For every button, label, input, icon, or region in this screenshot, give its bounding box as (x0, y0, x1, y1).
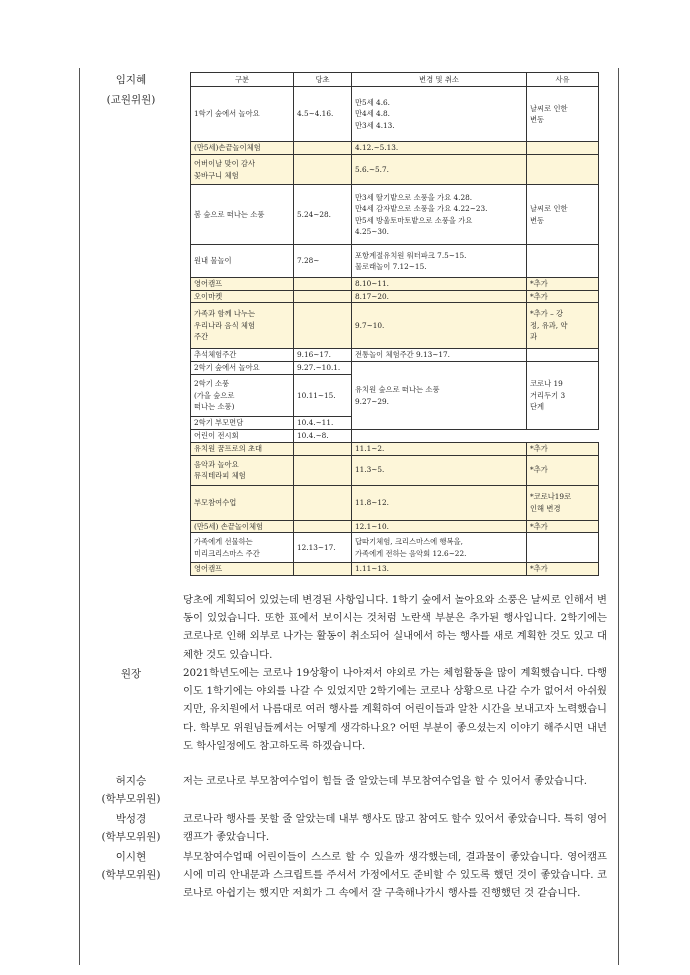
cell-line: 만5세 방울토마토밭으로 소풍을 가요 (355, 215, 473, 225)
cell-line: 5.24~28. (297, 209, 331, 219)
cell-line: 만5세 4.6. (355, 97, 390, 107)
cell-line: 주간 (194, 332, 209, 342)
cell-reason (527, 349, 599, 362)
table-row (191, 245, 599, 278)
principal-note-text: 2021학년도에는 코로나 19상황이 나아져서 야외로 가는 체험활동을 많이 계획했습니다. 다행이도 1학기에는 야외를 나갈 수 있었지만 2학기에는 코로나 상황으로 나갈 수가 없어서 아쉬웠지만, 유치원에서 나름대로 여러 행사를 계획하여 어린이들과 알찬 시간을 보내고자 노력했습니다. 학부모 위원님들께서는 어떻게 생각하나요? 어떤 부분이 좋으셨는지 이야기 해주시면 내년도 학사일정에도 참고하도록 하겠습니다. (183, 667, 607, 752)
cell-change (352, 290, 527, 303)
cell-reason (527, 185, 599, 245)
cell-line: 가족에게 선물하는 (194, 537, 253, 546)
cell-line: 11.3~5. (355, 465, 385, 475)
speaker-name: 허지승 (115, 775, 147, 787)
header-change: 변경 및 취소 (352, 73, 527, 87)
cell-gubun (191, 185, 294, 245)
cell-orig (294, 443, 352, 456)
cell-line: 8.17~20. (355, 291, 389, 301)
table-row (191, 485, 599, 520)
cell-line: 5.6.~5.7. (355, 164, 389, 174)
speaker-role: (학부모위원) (101, 869, 161, 881)
cell-gubun (191, 290, 294, 303)
cell-orig (294, 278, 352, 291)
cell-reason (527, 303, 599, 349)
table-row (191, 349, 599, 362)
speaker-name: 원장 (120, 668, 142, 680)
cell-gubun (191, 349, 294, 362)
cell-reason (527, 155, 599, 185)
cell-line: 추석체험주간 (194, 350, 237, 360)
table-row (191, 455, 599, 485)
cell-reason (527, 443, 599, 456)
table-row (191, 278, 599, 291)
cell-line: 떠나는 소풍) (194, 402, 235, 412)
cell-change (352, 485, 527, 520)
cell-line: 유치원 꿈프로의 초대 (194, 444, 263, 453)
table-row (191, 520, 599, 533)
speaker-name: 박성경 (115, 813, 147, 825)
cell-gubun (191, 303, 294, 349)
cell-line: *추가 (530, 444, 548, 453)
cell-orig (294, 185, 352, 245)
schedule-table (190, 72, 599, 576)
cell-orig (294, 563, 352, 576)
cell-orig (294, 362, 352, 375)
cell-change (352, 349, 527, 362)
cell-line: 11.8~12. (355, 497, 389, 507)
cell-line: 인해 변경 (530, 503, 561, 513)
cell-line: 음악과 놀아요 (194, 459, 239, 469)
cell-line: 과 (530, 332, 538, 342)
cell-line: 10.11~15. (297, 390, 336, 400)
teacher-note (183, 591, 607, 664)
cell-gubun (191, 375, 294, 417)
cell-orig (294, 245, 352, 278)
cell-line: 봄 숲으로 떠나는 소풍 (194, 209, 265, 219)
cell-line: *추가 (530, 291, 548, 301)
cell-line: *코로나19로 (530, 492, 572, 501)
cell-line: 9.27~29. (355, 396, 389, 406)
speaker-parent-1 (79, 772, 183, 808)
cell-gubun (191, 520, 294, 533)
cell-orig (294, 520, 352, 533)
header-reason: 사유 (527, 73, 599, 87)
cell-line: 10.4.~11. (297, 418, 334, 428)
cell-line: 2학기 부모면담 (194, 418, 244, 428)
cell-line: 거리두기 3 (530, 390, 566, 400)
cell-reason (527, 485, 599, 520)
parent-comment-1 (183, 772, 607, 790)
cell-reason (527, 87, 599, 142)
cell-line: 4.25~30. (355, 227, 389, 236)
parent-comment-text: 코로나라 행사를 못할 줄 알았는데 내부 행사도 많고 참여도 할수 있어서 좋았습니다. 특히 영어캠프가 좋았습니다. (183, 813, 607, 844)
cell-change (352, 520, 527, 533)
cell-line: 10.4.~8. (297, 431, 329, 441)
table-row (191, 430, 599, 443)
cell-line: 8.10~11. (355, 279, 389, 288)
cell-orig (294, 303, 352, 349)
cell-gubun (191, 417, 294, 430)
cell-change (352, 455, 527, 485)
cell-gubun (191, 142, 294, 155)
cell-change (352, 278, 527, 291)
cell-line: 우리나라 음식 체험 (194, 320, 256, 330)
parent-comment-text: 저는 코로나로 부모참여수업이 힘들 줄 알았는데 부모참여수업을 할 수 있어서 좋았습니다. (183, 775, 588, 787)
cell-orig (294, 417, 352, 430)
cell-change (352, 362, 527, 430)
cell-line: 오이마켓 (194, 291, 223, 301)
speaker-role: (학부모위원) (101, 793, 161, 805)
cell-gubun (191, 485, 294, 520)
cell-line: 전통놀이 체험주간 9.13~17. (355, 350, 450, 360)
speaker-parent-2 (79, 810, 183, 846)
cell-line: 변동 (530, 115, 545, 124)
cell-line: 만3세 4.13. (355, 120, 395, 130)
cell-orig (294, 155, 352, 185)
cell-change (352, 443, 527, 456)
cell-orig (294, 455, 352, 485)
table-row (191, 563, 599, 576)
cell-gubun (191, 278, 294, 291)
table-row (191, 362, 599, 375)
header-orig: 당초 (294, 73, 352, 87)
cell-orig (294, 142, 352, 155)
cell-line: *추가 (530, 279, 548, 288)
cell-line: 뮤직테라피 체험 (194, 471, 246, 480)
cell-line: (가을 숲으로 (194, 390, 235, 400)
cell-change (352, 563, 527, 576)
cell-line: *추가 (530, 564, 548, 573)
table-row (191, 142, 599, 155)
cell-line: *추가 (530, 465, 548, 475)
parent-comment-2 (183, 810, 607, 846)
cell-reason (527, 278, 599, 291)
cell-line: 9.27.~10.1. (297, 363, 341, 373)
cell-line: 1학기 숲에서 놀아요 (194, 109, 260, 119)
cell-line: 포항계절유치원 워터파크 7.5~15. (355, 250, 467, 260)
speaker-role: (학부모위원) (101, 831, 161, 843)
cell-reason (527, 563, 599, 576)
cell-line: 2학기 소풍 (194, 379, 230, 389)
cell-orig (294, 87, 352, 142)
cell-change (352, 87, 527, 142)
cell-line: 9.7~10. (355, 320, 385, 330)
cell-line: 가족과 함께 나누는 (194, 309, 256, 319)
table-row (191, 87, 599, 142)
cell-reason (527, 142, 599, 155)
cell-gubun (191, 430, 294, 443)
cell-line: 만4세 감자밭으로 소풍을 가요 4.22~23. (355, 204, 488, 213)
schedule-body (191, 87, 599, 576)
cell-change (352, 303, 527, 349)
cell-line: 단계 (530, 402, 545, 412)
table-row (191, 533, 599, 563)
table-row (191, 185, 599, 245)
cell-reason (527, 520, 599, 533)
cell-line: 영어캠프 (194, 279, 223, 288)
table-row (191, 290, 599, 303)
cell-line: 유치원 숲으로 떠나는 소풍 (355, 385, 440, 394)
cell-line: 정, 유과, 약 (530, 320, 568, 330)
cell-gubun (191, 455, 294, 485)
cell-change (352, 185, 527, 245)
cell-orig (294, 533, 352, 563)
cell-orig (294, 349, 352, 362)
speaker-name: 이시현 (115, 851, 147, 863)
cell-line: 가족에게 전하는 음악회 12.6~22. (355, 548, 467, 558)
cell-line: 원내 물놀이 (194, 256, 232, 266)
cell-reason (527, 245, 599, 278)
teacher-note-text: 당초에 계획되어 있었는데 변경된 사항입니다. 1학기 숲에서 놀아요와 소풍은 날씨로 인해서 변동이 있었습니다. 또한 표에서 보이시는 것처럼 노란색 부분은 추가된 행사입니다. 2학기에는 코로나로 인해 외부로 나가는 활동이 취소되어 실내에서 하는 행사를 새로 계획한 것도 있고 대체한 것도 있습니다. (183, 594, 607, 661)
cell-orig (294, 485, 352, 520)
cell-line: 만3세 딸기밭으로 소풍을 가요 4.28. (355, 192, 473, 202)
cell-line: 어버이날 맞이 감사 (194, 159, 256, 168)
cell-line: 7.28~ (297, 256, 320, 266)
cell-change (352, 533, 527, 563)
speaker-principal (79, 664, 183, 684)
cell-change (352, 245, 527, 278)
cell-gubun (191, 443, 294, 456)
speaker-teacher (79, 70, 183, 110)
cell-gubun (191, 155, 294, 185)
cell-reason (527, 290, 599, 303)
cell-line: *추가 – 강 (530, 309, 564, 319)
cell-line: 12.13~17. (297, 542, 336, 552)
cell-orig (294, 375, 352, 417)
cell-line: 날씨로 인한 (530, 204, 568, 213)
cell-gubun (191, 563, 294, 576)
cell-line: 날씨로 인한 (530, 103, 568, 113)
speaker-role: (교원위원) (106, 94, 156, 106)
cell-line: 11.1~2. (355, 444, 385, 453)
cell-line: 1.11~13. (355, 564, 389, 573)
cell-line: 2학기 숲에서 놀아요 (194, 363, 260, 373)
parent-comment-text: 부모참여수업때 어린이들이 스스로 할 수 있을까 생각했는데, 결과물이 좋았습니다. 영어캠프 시에 미리 안내문과 스크립트를 주셔서 가정에서도 준비할 수 있도록 했던 것이 좋았습니다. 코로나로 아쉽기는 했지만 저희가 그 속에서 잘 구축해나가시 행사를 진행했던 것 같습니다. (183, 851, 607, 900)
cell-reason (527, 455, 599, 485)
cell-line: 어린이 전시회 (194, 431, 239, 441)
cell-line: 9.16~17. (297, 350, 331, 360)
cell-reason (527, 362, 599, 430)
cell-line: 4.5~4.16. (297, 109, 334, 119)
speaker-name: 임지혜 (115, 74, 147, 86)
cell-orig (294, 290, 352, 303)
cell-line: 만4세 4.8. (355, 109, 390, 119)
cell-reason (527, 533, 599, 563)
cell-gubun (191, 533, 294, 563)
cell-line: (만5세)손끝놀이체험 (194, 143, 261, 153)
table-row (191, 443, 599, 456)
principal-note (183, 664, 607, 755)
cell-orig (294, 430, 352, 443)
cell-change (352, 155, 527, 185)
cell-line: 코로나 19 (530, 379, 563, 389)
cell-gubun (191, 87, 294, 142)
cell-line: (만5세) 손끝놀이체험 (194, 521, 264, 531)
header-gubun: 구분 (191, 73, 294, 87)
cell-gubun (191, 245, 294, 278)
table-row (191, 155, 599, 185)
cell-line: 영어캠프 (194, 564, 223, 573)
cell-line: 답따기체험, 크리스마스에 행복을, (355, 537, 463, 546)
cell-change (352, 142, 527, 155)
cell-line: 4.12.~5.13. (355, 143, 399, 153)
cell-line: 꽃바구니 체험 (194, 170, 239, 180)
speaker-parent-3 (79, 848, 183, 884)
cell-line: *추가 (530, 521, 548, 531)
cell-line: 부모참여수업 (194, 497, 237, 507)
cell-line: 변동 (530, 215, 545, 225)
cell-line: 물로래놀이 7.12~15. (355, 262, 427, 271)
cell-gubun (191, 362, 294, 375)
cell-line: 12.1~10. (355, 521, 389, 531)
table-row (191, 303, 599, 349)
parent-comment-3 (183, 848, 607, 903)
cell-line: 미리크리스마스 주간 (194, 548, 260, 558)
